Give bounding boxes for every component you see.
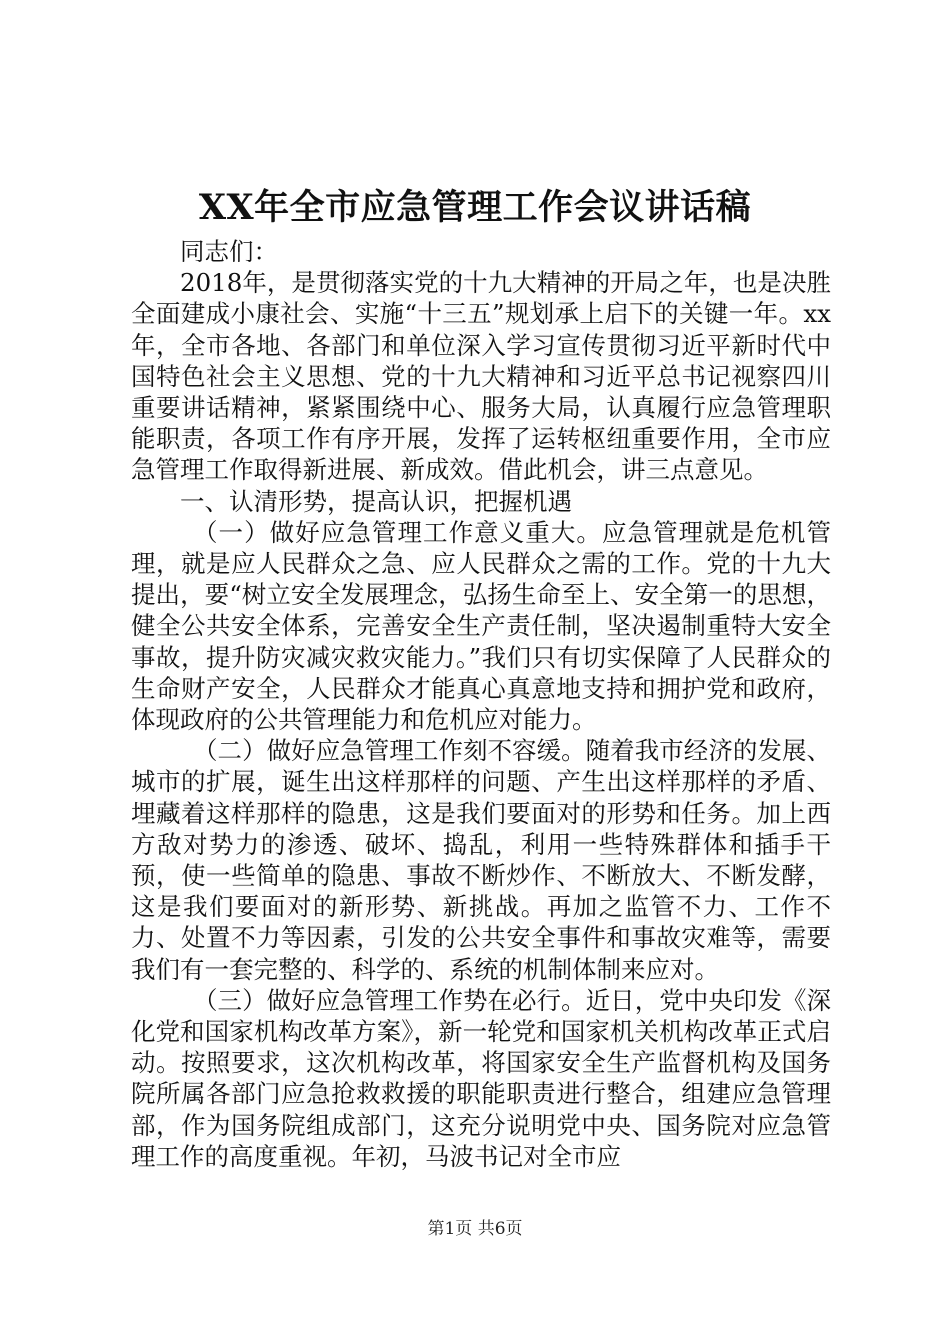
paragraph-subsection-2: （二）做好应急管理工作刻不容缓。随着我市经济的发展、城市的扩展，诞生出这样那样的问题、产生出这样那样的矛盾、埋藏着这样那样的隐患，这是我们要面对的形势和任务。加上西方敌对势力的渗透、破坏、捣乱，利用一些特殊群体和插手干预，使一些简单的隐患、事故不断炒作、不断放大、不断发酵，这是我们要面对的新形势、新挑战。再加之监管不力、工作不力、处置不力等因素，引发的公共安全事件和事故灾难等，需要我们有一套完整的、科学的、系统的机制体制来应对。	[131, 736, 831, 984]
paragraph-intro: 2018年，是贯彻落实党的十九大精神的开局之年，也是决胜全面建成小康社会、实施“十三五”规划承上启下的关键一年。xx年，全市各地、各部门和单位深入学习宣传贯彻习近平新时代中国特色社会主义思想、党的十九大精神和习近平总书记视察四川重要讲话精神，紧紧围绕中心、服务大局，认真履行应急管理职能职责，各项工作有序开展，发挥了运转枢纽重要作用，全市应急管理工作取得新进展、新成效。借此机会，讲三点意见。	[131, 268, 831, 485]
salutation: 同志们：	[180, 237, 278, 266]
section-heading-1: 一、认清形势，提高认识，把握机遇	[180, 486, 572, 516]
paragraph-subsection-1: （一）做好应急管理工作意义重大。应急管理就是危机管理，就是应人民群众之急、应人民群众之需的工作。党的十九大提出，要“树立安全发展理念，弘扬生命至上、安全第一的思想，健全公共安全体系，完善安全生产责任制，坚决遏制重特大安全事故，提升防灾减灾救灾能力。”我们只有切实保障了人民群众的生命财产安全，人民群众才能真心真意地支持和拥护党和政府，体现政府的公共管理能力和危机应对能力。	[131, 517, 831, 735]
page-number-footer: 第1页 共6页	[427, 1219, 523, 1239]
page-title: XX年全市应急管理工作会议讲话稿	[198, 187, 752, 228]
paragraph-subsection-3: （三）做好应急管理工作势在必行。近日，党中央印发《深化党和国家机构改革方案》，新一轮党和国家机关机构改革正式启动。按照要求，这次机构改革，将国家安全生产监督机构及国务院所属各部门应急抢救救援的职能职责进行整合，组建应急管理部，作为国务院组成部门，这充分说明党中央、国务院对应急管理工作的高度重视。年初，马波书记对全市应	[131, 985, 831, 1171]
document-body	[131, 236, 831, 1172]
